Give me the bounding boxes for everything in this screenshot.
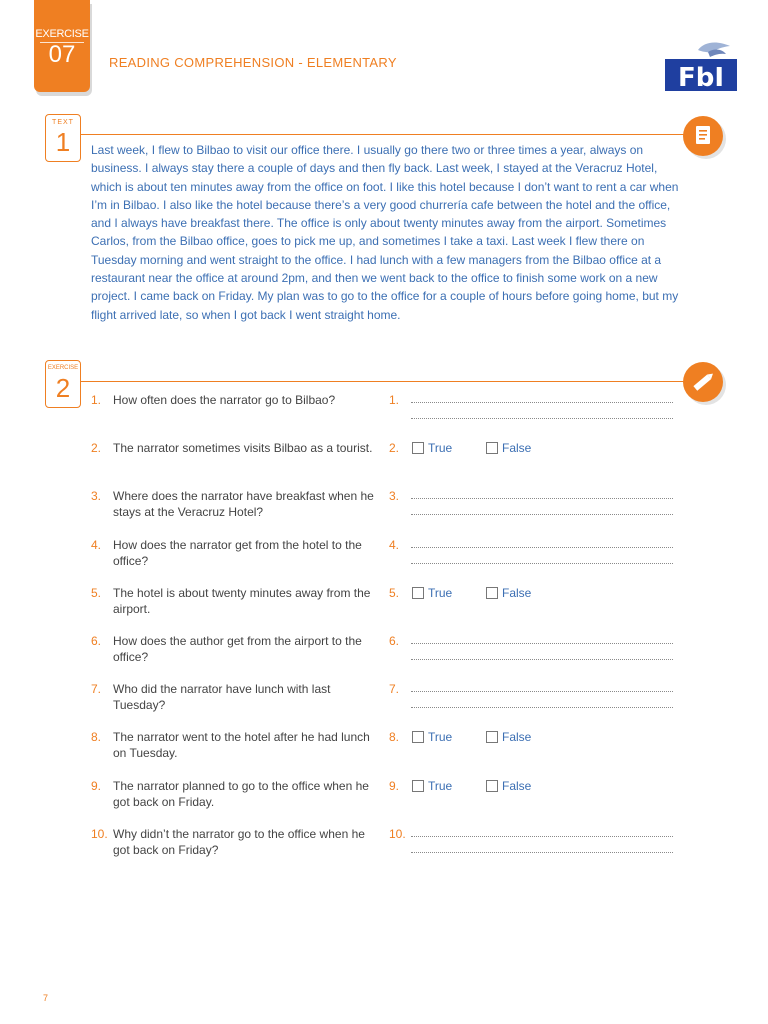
answer-number: 6. [389,634,400,648]
question-number: 4. [91,538,102,552]
answer-line[interactable] [411,514,673,515]
true-checkbox[interactable] [412,587,424,599]
question-text: How often does the narrator go to Bilbao? [113,393,336,407]
question-number: 10. [91,827,108,841]
fbi-logo [664,40,738,92]
answer-number: 5. [389,586,400,600]
false-label: False [502,441,532,455]
exercise-section-number: 2 [55,373,71,403]
text-section-label: TEXT [52,119,74,126]
question-item [91,633,381,665]
answer-number: 8. [389,730,400,744]
question-text: The narrator sometimes visits Bilbao as a tourist. [113,441,373,455]
exercise-tab-word: EXERCISE [35,28,89,40]
text-section-box [45,114,81,162]
true-label: True [428,779,453,793]
answer-line[interactable] [411,691,673,692]
question-number: 3. [91,489,102,503]
answer-number: 2. [389,441,400,455]
false-checkbox[interactable] [486,442,498,454]
eagle-icon [664,40,738,92]
answer-number: 1. [389,393,400,407]
question-number: 5. [91,586,102,600]
true-checkbox[interactable] [412,442,424,454]
false-checkbox[interactable] [486,587,498,599]
answer-line[interactable] [411,563,673,564]
question-text: The narrator planned to go to the office when he got back on Friday. [113,779,369,809]
exercise-section-box [45,360,81,408]
question-number: 1. [91,393,102,407]
true-option[interactable] [412,585,452,601]
false-label: False [502,730,532,744]
answer-line[interactable] [411,659,673,660]
exercise-tab-number: 07 [48,41,76,68]
true-label: True [428,730,453,744]
question-number: 7. [91,682,102,696]
answer-number: 3. [389,489,400,503]
false-option[interactable] [486,729,531,745]
question-item [91,729,381,761]
false-label: False [502,779,532,793]
question-item [91,585,381,617]
exercise-section-label: EXERCISE [47,365,79,371]
answer-line[interactable] [411,643,673,644]
question-text: How does the author get from the airport to the office? [113,634,362,664]
answer-line[interactable] [411,707,673,708]
true-option[interactable] [412,440,452,456]
answer-line[interactable] [411,402,673,403]
true-option[interactable] [412,778,452,794]
true-checkbox[interactable] [412,780,424,792]
false-checkbox[interactable] [486,731,498,743]
answer-line[interactable] [411,498,673,499]
text-section-rule [81,134,691,135]
question-text: Who did the narrator have lunch with last Tuesday? [113,682,331,712]
false-option[interactable] [486,778,531,794]
false-checkbox[interactable] [486,780,498,792]
reading-text: Last week, I flew to Bilbao to visit our office there. I usually go there two or three times a year, always on business. I always stay there a couple of days and then fly back. Last week, I stayed at the Veracruz Hotel, which is about ten minutes away from the office on foot. I like this hotel because I don’t want to rent a car when I’m in Bilbao. I also like the hotel because there’s a very good churrería cafe between the hotel and the office, and I always have breakfast there. The office is only about twenty minutes away from the airport. Sometimes Carlos, from the Bilbao office, goes to pick me up, and sometimes I take a taxi. Last week I flew there on Tuesday morning and went straight to the office. I had lunch with a few managers from the Bilbao office at a restaurant near the office at around 2pm, and then we went back to the office to finish some work on a new project. I came back on Friday. My plan was to go to the office for a couple of hours before going home, but my flight arrived late, so when I got back I went straight home. [91,143,679,322]
true-checkbox[interactable] [412,731,424,743]
document-icon [683,116,723,156]
answer-number: 10. [389,827,406,841]
exercise-tab [34,0,90,92]
question-number: 9. [91,779,102,793]
true-option[interactable] [412,729,452,745]
question-number: 8. [91,730,102,744]
false-option[interactable] [486,440,531,456]
question-item [91,392,381,408]
answer-line[interactable] [411,418,673,419]
answer-number: 9. [389,779,400,793]
question-text: Where does the narrator have breakfast when he stays at the Veracruz Hotel? [113,489,374,519]
answer-line[interactable] [411,836,673,837]
true-label: True [428,586,453,600]
question-item [91,681,381,713]
exercise-section-rule [81,381,691,382]
question-text: How does the narrator get from the hotel to the office? [113,538,362,568]
page-number: 7 [43,993,49,1003]
text-section-number: 1 [55,127,71,157]
question-text: Why didn’t the narrator go to the office when he got back on Friday? [113,827,365,857]
answer-number: 4. [389,538,400,552]
answer-number: 7. [389,682,400,696]
logo-text: FbI [677,63,725,92]
false-label: False [502,586,532,600]
page-title: READING COMPREHENSION - ELEMENTARY [109,55,397,70]
question-text: The narrator went to the hotel after he had lunch on Tuesday. [113,730,370,760]
true-label: True [428,441,453,455]
pencil-icon [683,362,723,402]
question-item [91,778,381,810]
question-item [91,537,381,569]
answer-line[interactable] [411,852,673,853]
question-number: 6. [91,634,102,648]
answer-line[interactable] [411,547,673,548]
question-item [91,488,381,520]
question-item [91,440,381,456]
false-option[interactable] [486,585,531,601]
question-number: 2. [91,441,102,455]
question-item [91,826,381,858]
question-text: The hotel is about twenty minutes away from the airport. [113,586,371,616]
